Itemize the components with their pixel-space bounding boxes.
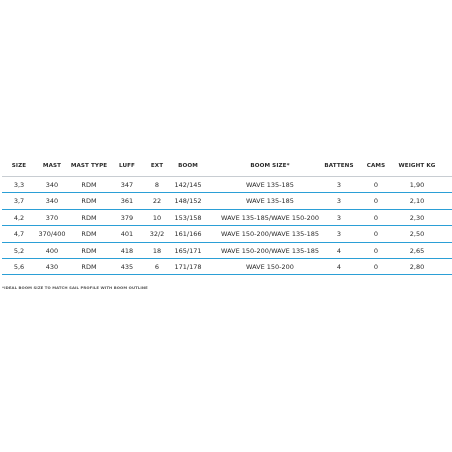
specs-table (2, 160, 452, 275)
cell-size: 3,3 (13, 181, 25, 189)
cell-luff: 401 (120, 230, 134, 239)
cell-boom-size: WAVE 150-200/WAVE 135-185 (221, 230, 319, 239)
cell-cams: 0 (373, 246, 379, 255)
cell-battens: 4 (336, 262, 342, 271)
cell-boom: 153/158 (174, 213, 202, 222)
table-row (2, 226, 452, 242)
cell-mast-type: RDM (81, 246, 97, 255)
cell-size: 4,2 (13, 213, 25, 222)
cell-weight: 2,50 (409, 230, 425, 239)
header-battens: BATTENS (324, 163, 354, 169)
cell-size: 5,2 (13, 246, 25, 255)
cell-luff: 418 (120, 246, 134, 255)
cell-battens: 3 (336, 230, 342, 239)
cell-battens: 4 (336, 246, 342, 255)
cell-ext: 32/2 (149, 230, 165, 239)
cell-weight: 2,80 (409, 262, 425, 271)
header-mast-type: MAST TYPE (70, 163, 108, 169)
cell-mast: 340 (45, 197, 59, 206)
cell-boom-size: WAVE 150-200 (246, 262, 294, 271)
cell-size: 5,6 (13, 262, 25, 271)
table-row (2, 193, 452, 209)
cell-cams: 0 (373, 230, 379, 239)
cell-size: 3,7 (13, 197, 25, 206)
cell-ext: 10 (152, 213, 162, 222)
table-row (2, 177, 452, 193)
cell-mast: 370 (45, 213, 59, 222)
cell-cams: 0 (373, 181, 379, 189)
cell-battens: 3 (336, 197, 342, 206)
cell-luff: 347 (120, 181, 134, 189)
cell-boom: 142/145 (174, 181, 202, 189)
cell-boom: 161/166 (174, 230, 202, 239)
cell-boom: 171/178 (174, 262, 202, 271)
cell-luff: 361 (120, 197, 134, 206)
cell-mast: 370/400 (38, 230, 66, 239)
cell-boom-size: WAVE 135-185/WAVE 150-200 (221, 213, 319, 222)
header-ext: EXT (150, 163, 164, 169)
cell-cams: 0 (373, 262, 379, 271)
cell-battens: 3 (336, 213, 342, 222)
cell-battens: 3 (336, 181, 342, 189)
cell-boom: 148/152 (174, 197, 202, 206)
header-size: SIZE (11, 163, 27, 169)
cell-weight: 2,10 (409, 197, 425, 206)
footnote: *IDEAL BOOM SIZE TO MATCH SAIL PROFILE WITH BOOM OUTLINE (2, 285, 148, 290)
header-boom-size: BOOM SIZE* (250, 163, 290, 169)
cell-weight: 1,90 (409, 181, 425, 189)
cell-mast: 340 (45, 181, 59, 189)
cell-boom-size: WAVE 150-200/WAVE 135-185 (221, 246, 319, 255)
cell-mast: 430 (45, 262, 59, 271)
cell-boom-size: WAVE 135-185 (246, 181, 294, 189)
cell-mast-type: RDM (81, 181, 97, 189)
cell-size: 4,7 (13, 230, 25, 239)
header-mast: MAST (42, 163, 62, 169)
table-row (2, 259, 452, 275)
cell-boom: 165/171 (174, 246, 202, 255)
cell-mast-type: RDM (81, 197, 97, 206)
cell-mast-type: RDM (81, 213, 97, 222)
header-weight: WEIGHT KG (398, 163, 436, 169)
cell-cams: 0 (373, 213, 379, 222)
cell-mast-type: RDM (81, 230, 97, 239)
cell-ext: 22 (152, 197, 162, 206)
cell-weight: 2,65 (409, 246, 425, 255)
table-row (2, 210, 452, 226)
header-cams: CAMS (366, 163, 386, 169)
header-luff: LUFF (119, 163, 135, 169)
cell-boom-size: WAVE 135-185 (246, 197, 294, 206)
table-row (2, 243, 452, 259)
cell-ext: 8 (154, 181, 160, 189)
cell-ext: 6 (154, 262, 160, 271)
cell-luff: 435 (120, 262, 134, 271)
cell-luff: 379 (120, 213, 134, 222)
cell-mast-type: RDM (81, 262, 97, 271)
cell-mast: 400 (45, 246, 59, 255)
table-header (2, 160, 452, 177)
header-boom: BOOM (178, 163, 198, 169)
cell-cams: 0 (373, 197, 379, 206)
cell-ext: 18 (152, 246, 162, 255)
cell-weight: 2,30 (409, 213, 425, 222)
